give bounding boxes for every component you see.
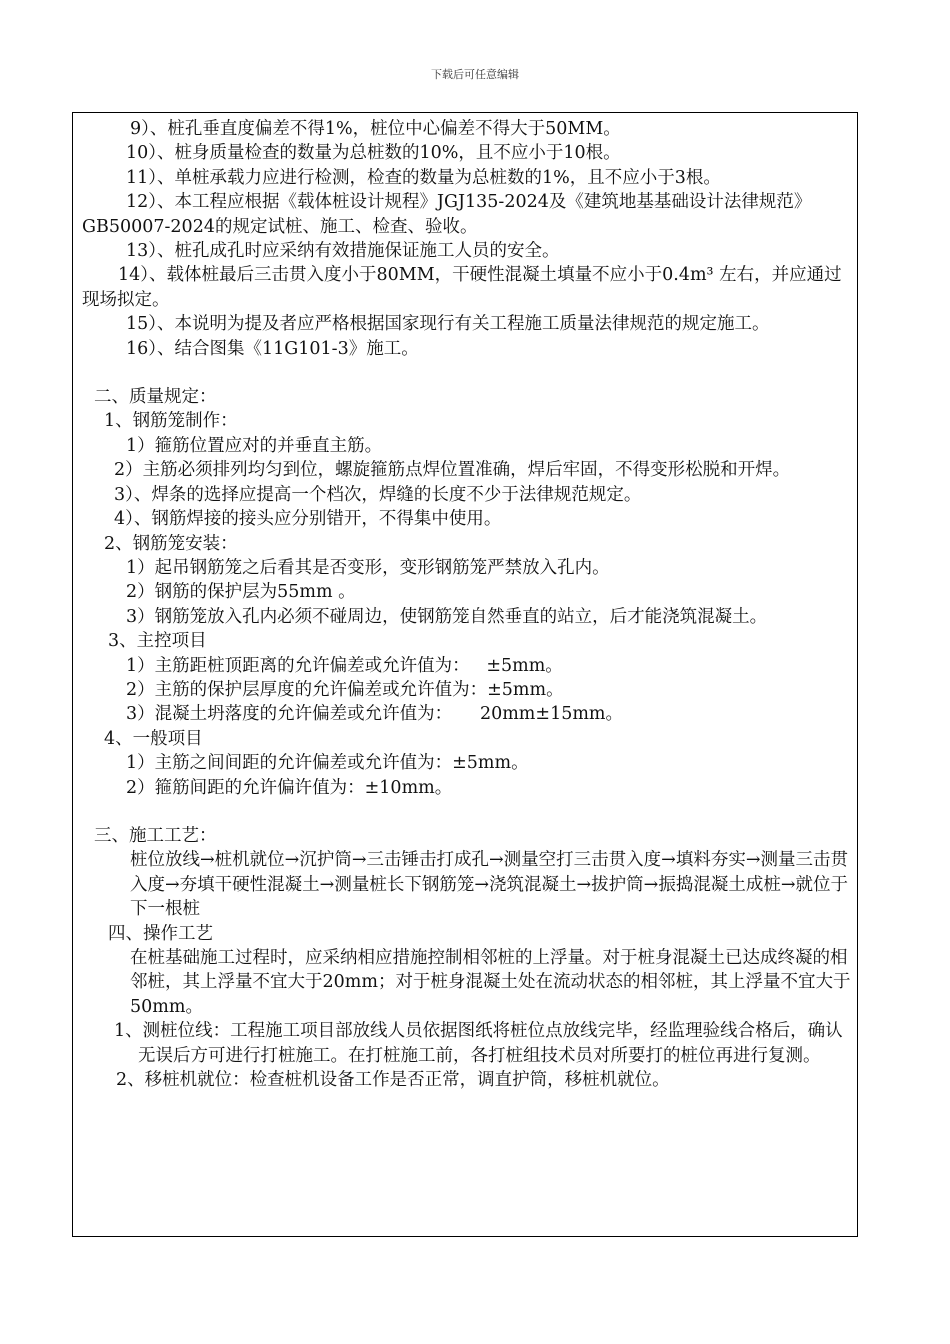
requirement-11: 11）、单桩承载力应进行检测，检查的数量为总桩数的1%，且不应小于3根。 xyxy=(126,167,721,188)
main-control-item-3: 3）混凝土坍落度的允许偏差或允许值为： 20mm±15mm。 xyxy=(126,704,624,725)
cage-install-item-3: 3）钢筋笼放入孔内必须不碰周边，使钢筋笼自然垂直的站立，后才能浇筑混凝土。 xyxy=(126,606,768,627)
requirement-10: 10）、桩身质量检查的数量为总桩数的10%，且不应小于10根。 xyxy=(126,143,621,164)
operation-section-title: 四、操作工艺 xyxy=(108,923,213,944)
general-items-title: 4、一般项目 xyxy=(104,728,203,749)
main-control-title: 3、主控项目 xyxy=(108,631,207,652)
cage-install-title: 2、钢筋笼安装： xyxy=(104,533,238,554)
cage-making-item-1: 1）箍筋位置应对的并垂直主筋。 xyxy=(126,435,383,456)
general-item-2: 2）箍筋间距的允许偏许值为：±10mm。 xyxy=(126,777,453,798)
cage-making-item-2: 2）主筋必须排列均匀到位，螺旋箍筋点焊位置准确，焊后牢固，不得变形松脱和开焊。 xyxy=(114,460,791,481)
process-flow-text: 桩位放线→桩机就位→沉护筒→三击锤击打成孔→测量空打三击贯入度→填料夯实→测量三击贯入度→夯填干硬性混凝土→测量桩长下钢筋笼→浇筑混凝土→拔护筒→振捣混凝土成桩→就位于下一根桩 xyxy=(130,850,848,920)
requirement-16: 16）、结合图集《11G101-3》施工。 xyxy=(126,338,419,359)
requirement-15: 15）、本说明为提及者应严格根据国家现行有关工程施工质量法律规范的规定施工。 xyxy=(126,314,770,335)
spacer xyxy=(82,800,852,824)
general-item-1: 1）主筋之间间距的允许偏差或允许值为：±5mm。 xyxy=(126,753,529,774)
quality-section-title: 二、质量规定： xyxy=(94,387,217,408)
cage-making-item-3: 3）、焊条的选择应提高一个档次，焊缝的长度不少于法律规范规定。 xyxy=(114,484,642,505)
main-control-item-1: 1）主筋距桩顶距离的允许偏差或允许值为： ±5mm。 xyxy=(126,655,563,676)
requirement-12: 12）、本工程应根据《载体桩设计规程》JGJ135-2024及《建筑地基基础设计法律规范》GB50007-2024的规定试桩、施工、检查、验收。 xyxy=(82,192,812,237)
requirement-9: 9）、桩孔垂直度偏差不得1%，桩位中心偏差不得大于50MM。 xyxy=(130,119,621,139)
requirement-14: 14）、载体桩最后三击贯入度小于80MM，干硬性混凝土填量不应小于0.4m³ 左右，并应通过现场拟定。 xyxy=(82,265,842,310)
process-section-title: 三、施工工艺： xyxy=(94,825,217,846)
cage-install-item-1: 1）起吊钢筋笼之后看其是否变形，变形钢筋笼严禁放入孔内。 xyxy=(126,557,610,578)
header-note: 下载后可任意编辑 xyxy=(431,68,519,81)
main-control-item-2: 2）主筋的保护层厚度的允许偏差或允许值为：±5mm。 xyxy=(126,679,564,700)
document-content xyxy=(82,117,852,1092)
spacer xyxy=(82,361,852,385)
operation-step-2: 2、移桩机就位：检查桩机设备工作是否正常，调直护筒，移桩机就位。 xyxy=(116,1070,670,1091)
operation-step-1: 1、测桩位线：工程施工项目部放线人员依据图纸将桩位点放线完毕，经监理验线合格后，确认无误后方可进行打桩施工。在打桩施工前，各打桩组技术员对所要打的桩位再进行复测。 xyxy=(114,1021,843,1066)
operation-intro: 在桩基础施工过程时，应采纳相应措施控制相邻桩的上浮量。对于桩身混凝土已达成终凝的相邻桩，其上浮量不宜大于20mm；对于桩身混凝土处在流动状态的相邻桩，其上浮量不宜大于50mm。 xyxy=(130,948,851,1017)
cage-making-title: 1、钢筋笼制作： xyxy=(104,411,238,432)
requirement-13: 13）、桩孔成孔时应采纳有效措施保证施工人员的安全。 xyxy=(126,241,560,262)
cage-making-item-4: 4）、钢筋焊接的接头应分别错开，不得集中使用。 xyxy=(114,509,502,530)
cage-install-item-2: 2）钢筋的保护层为55mm 。 xyxy=(126,582,356,603)
